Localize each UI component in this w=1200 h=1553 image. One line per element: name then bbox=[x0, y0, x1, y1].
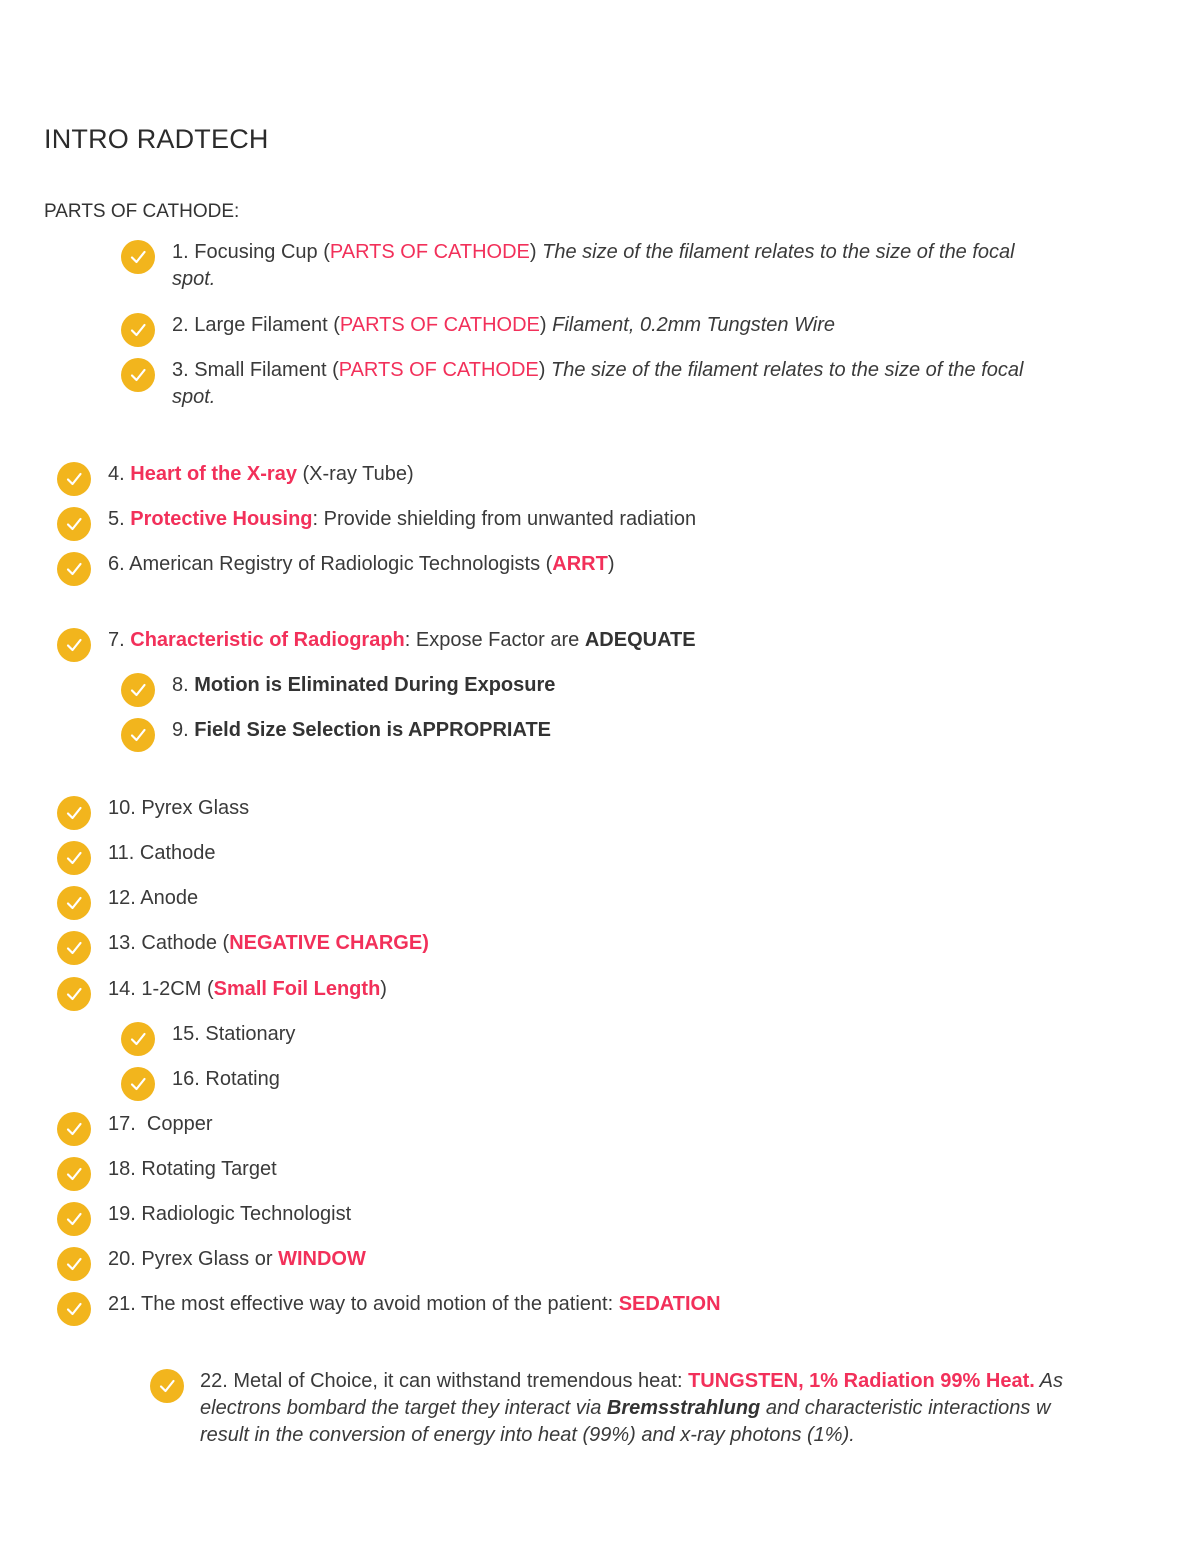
item-text: Small Filament ( bbox=[194, 359, 339, 381]
check-circle-icon bbox=[121, 673, 155, 707]
section-heading: PARTS OF CATHODE: bbox=[44, 201, 240, 222]
item-number: 21. bbox=[108, 1293, 136, 1315]
check-circle-icon bbox=[121, 718, 155, 752]
item-number: 4. bbox=[108, 463, 125, 485]
highlight-text: Characteristic of Radiograph bbox=[130, 629, 405, 651]
list-item bbox=[108, 1111, 213, 1138]
item-text: Cathode bbox=[139, 842, 216, 864]
item-number: 10. bbox=[108, 797, 136, 819]
item-number: 18. bbox=[108, 1158, 136, 1180]
check-circle-icon bbox=[57, 552, 91, 586]
highlight-text: PARTS OF CATHODE bbox=[338, 359, 539, 381]
list-item bbox=[172, 312, 835, 339]
page-title: INTRO RADTECH bbox=[44, 124, 269, 154]
item-number: 14. bbox=[108, 978, 136, 1000]
item-text: Pyrex Glass bbox=[141, 797, 250, 819]
highlight-text: SEDATION bbox=[618, 1293, 721, 1315]
item-text: : Expose Factor are bbox=[404, 629, 585, 651]
list-item bbox=[108, 551, 615, 578]
item-text: Cathode ( bbox=[141, 932, 230, 954]
check-circle-icon bbox=[57, 841, 91, 875]
item-number: 8. bbox=[172, 674, 189, 696]
item-number: 15. bbox=[172, 1023, 200, 1045]
item-text: The most effective way to avoid motion of the patient: bbox=[141, 1293, 619, 1315]
item-text: ) bbox=[539, 314, 547, 336]
item-text: Metal of Choice, it can withstand tremendous heat: bbox=[233, 1370, 689, 1392]
item-text: Large Filament ( bbox=[194, 314, 340, 336]
check-circle-icon bbox=[57, 462, 91, 496]
check-circle-icon bbox=[57, 1202, 91, 1236]
check-circle-icon bbox=[57, 886, 91, 920]
item-note: Filament, 0.2mm Tungsten Wire bbox=[552, 314, 836, 336]
check-circle-icon bbox=[121, 1022, 155, 1056]
list-item bbox=[108, 795, 249, 822]
item-text: Radiologic Technologist bbox=[141, 1203, 352, 1225]
check-circle-icon bbox=[121, 358, 155, 392]
check-circle-icon bbox=[121, 1067, 155, 1101]
list-item bbox=[108, 627, 696, 654]
item-note: and characteristic interactions w bbox=[760, 1397, 1051, 1419]
list-item bbox=[108, 461, 414, 488]
item-text: ) bbox=[529, 241, 537, 263]
item-text: As bbox=[1034, 1370, 1063, 1392]
list-item bbox=[108, 976, 387, 1003]
item-number: 11. bbox=[108, 842, 135, 864]
item-number: 22. bbox=[200, 1370, 228, 1392]
item-note: spot. bbox=[172, 268, 216, 290]
list-item bbox=[108, 1291, 721, 1318]
item-number: 16. bbox=[172, 1068, 200, 1090]
check-circle-icon bbox=[57, 977, 91, 1011]
list-item bbox=[172, 1066, 280, 1093]
highlight-text: Small Foil Length bbox=[213, 978, 381, 1000]
item-text: 1-2CM ( bbox=[141, 978, 214, 1000]
item-note: The size of the filament relates to the size of the focal bbox=[551, 359, 1024, 381]
list-item bbox=[108, 930, 429, 957]
highlight-text: PARTS OF CATHODE bbox=[329, 241, 530, 263]
item-text: Stationary bbox=[205, 1023, 296, 1045]
list-item bbox=[200, 1368, 1168, 1449]
list-item bbox=[108, 1201, 351, 1228]
item-text: Rotating bbox=[205, 1068, 280, 1090]
item-number: 5. bbox=[108, 508, 125, 530]
list-item bbox=[172, 672, 555, 699]
emphasis-text: Field Size Selection is APPROPRIATE bbox=[194, 719, 551, 741]
check-circle-icon bbox=[57, 1247, 91, 1281]
item-text: Anode bbox=[140, 887, 199, 909]
item-text: Rotating Target bbox=[141, 1158, 277, 1180]
item-text: Pyrex Glass or bbox=[141, 1248, 279, 1270]
item-number: 7. bbox=[108, 629, 125, 651]
item-text: Focusing Cup ( bbox=[194, 241, 330, 263]
emphasis-text: ADEQUATE bbox=[584, 629, 696, 651]
list-item bbox=[108, 1156, 277, 1183]
check-circle-icon bbox=[57, 628, 91, 662]
highlight-text: WINDOW bbox=[278, 1248, 366, 1270]
item-number: 3. bbox=[172, 359, 189, 381]
item-number: 19. bbox=[108, 1203, 136, 1225]
item-number: 20. bbox=[108, 1248, 136, 1270]
item-text: (X-ray Tube) bbox=[296, 463, 414, 485]
list-item bbox=[172, 1021, 295, 1048]
item-text: ) bbox=[538, 359, 546, 381]
item-number: 9. bbox=[172, 719, 189, 741]
check-circle-icon bbox=[57, 1112, 91, 1146]
item-number: 13. bbox=[108, 932, 136, 954]
highlight-text: Protective Housing bbox=[130, 508, 313, 530]
highlight-text: TUNGSTEN, 1% Radiation 99% Heat. bbox=[688, 1370, 1035, 1392]
highlight-text: ARRT bbox=[552, 553, 608, 575]
item-number: 6. bbox=[108, 553, 125, 575]
item-text: American Registry of Radiologic Technologists ( bbox=[129, 553, 553, 575]
highlight-text: PARTS OF CATHODE bbox=[339, 314, 540, 336]
check-circle-icon bbox=[57, 1157, 91, 1191]
item-number: 12. bbox=[108, 887, 136, 909]
emphasis-text: Bremsstrahlung bbox=[606, 1397, 761, 1419]
check-circle-icon bbox=[121, 240, 155, 274]
check-circle-icon bbox=[57, 1292, 91, 1326]
highlight-text: NEGATIVE CHARGE) bbox=[229, 932, 429, 954]
emphasis-text: Motion is Eliminated During Exposure bbox=[194, 674, 556, 696]
highlight-text: Heart of the X-ray bbox=[130, 463, 297, 485]
item-text: Copper bbox=[141, 1113, 213, 1135]
list-item bbox=[108, 506, 696, 533]
item-note: spot. bbox=[172, 386, 216, 408]
list-item bbox=[108, 1246, 366, 1273]
item-note: result in the conversion of energy into heat (99%) and x-ray photons (1%). bbox=[200, 1424, 855, 1446]
list-item bbox=[108, 885, 198, 912]
item-text: : Provide shielding from unwanted radiation bbox=[312, 508, 697, 530]
item-note: The size of the filament relates to the size of the focal bbox=[542, 241, 1015, 263]
item-text: ) bbox=[607, 553, 615, 575]
list-item bbox=[172, 717, 551, 744]
item-note: electrons bombard the target they interact via bbox=[200, 1397, 607, 1419]
check-circle-icon bbox=[57, 796, 91, 830]
check-circle-icon bbox=[57, 507, 91, 541]
check-circle-icon bbox=[57, 931, 91, 965]
item-number: 1. bbox=[172, 241, 189, 263]
item-number: 17. bbox=[108, 1113, 136, 1135]
list-item bbox=[108, 840, 216, 867]
item-text: ) bbox=[380, 978, 387, 1000]
item-number: 2. bbox=[172, 314, 189, 336]
list-item bbox=[172, 239, 1132, 293]
check-circle-icon bbox=[121, 313, 155, 347]
check-circle-icon bbox=[150, 1369, 184, 1403]
list-item bbox=[172, 357, 1147, 411]
